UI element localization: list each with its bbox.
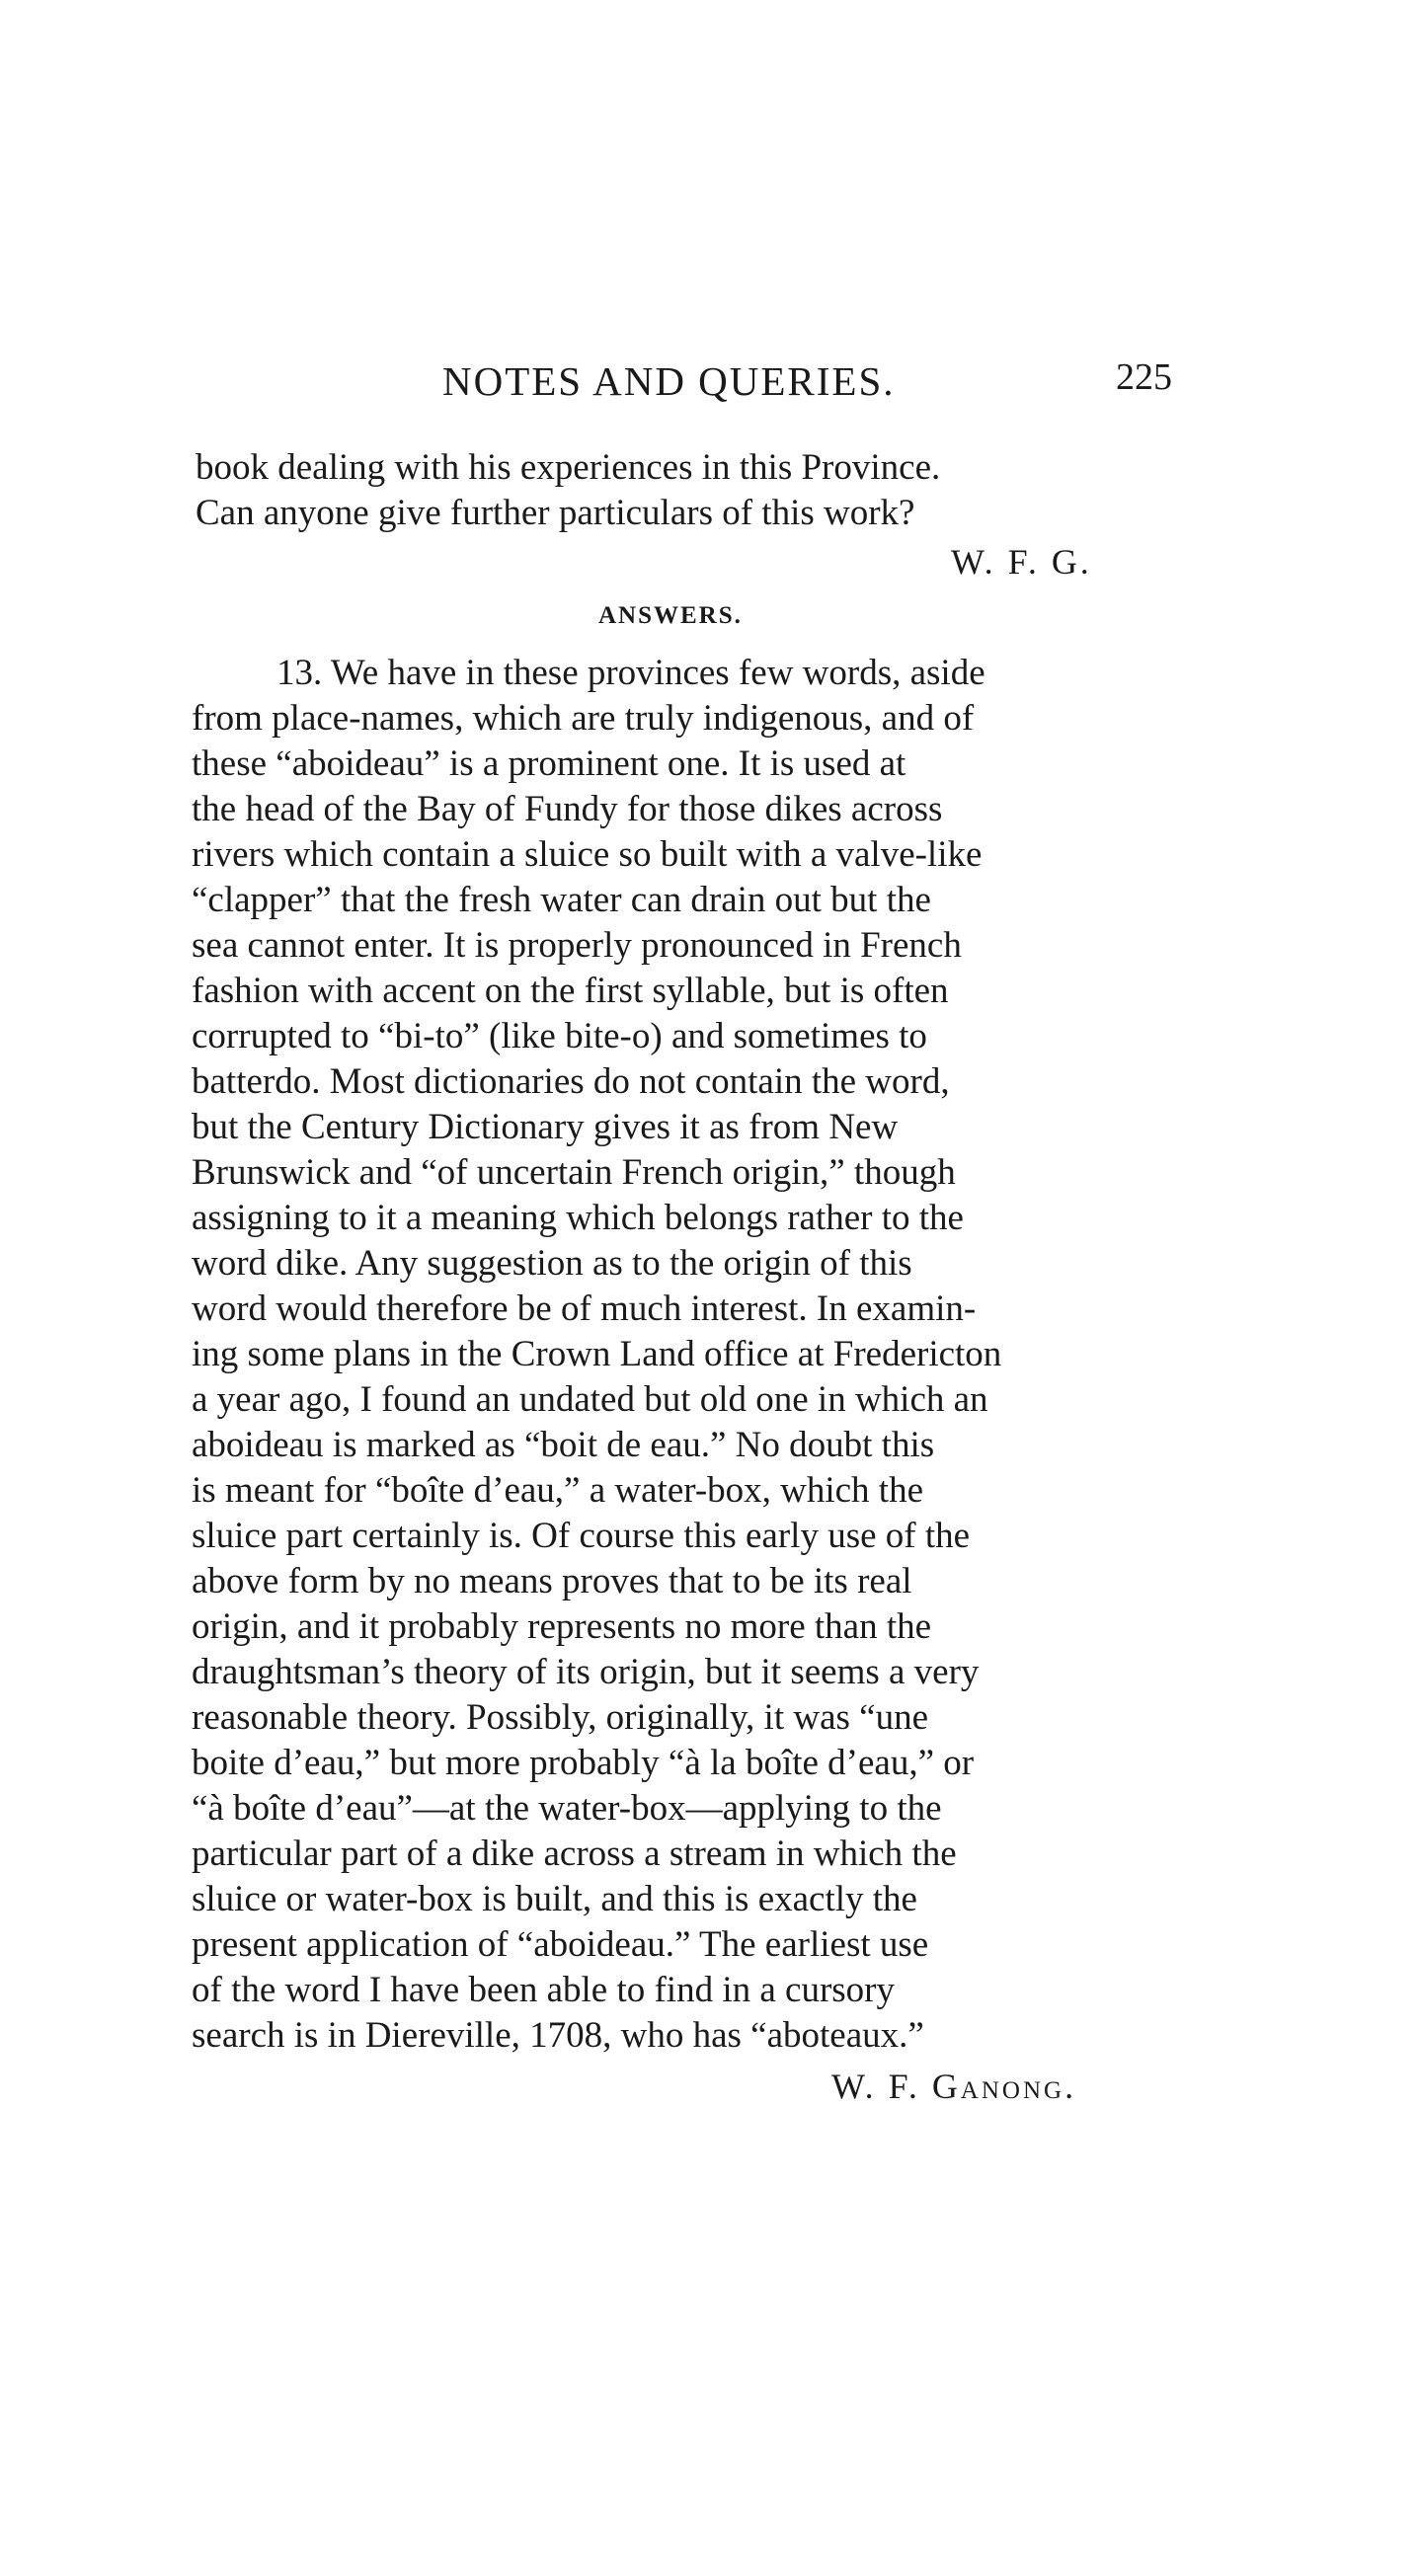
page-number: 225 (1116, 356, 1172, 398)
answer-line: present application of “aboideau.” The earliest use (192, 1924, 929, 1965)
answer-line: corrupted to “bi-to” (like bite-o) and sometimes to (192, 1016, 927, 1056)
answer-line: origin, and it probably represents no more than the (192, 1606, 932, 1647)
answer-line: rivers which contain a sluice so built with a valve-like (192, 834, 983, 875)
answer-line: particular part of a dike across a stream in which the (192, 1834, 957, 1874)
answer-line: reasonable theory. Possibly, originally, it was “une (192, 1697, 928, 1738)
answer-line: sluice or water-box is built, and this is exactly the (192, 1879, 917, 1919)
answer-line: from place-names, which are truly indigenous, and of (192, 698, 975, 739)
answer-line: ing some plans in the Crown Land office at Fredericton (192, 1334, 1002, 1374)
query-signature: W. F. G. (951, 542, 1092, 582)
answer-line: these “aboideau” is a prominent one. It is used at (192, 743, 906, 784)
query-line: book dealing with his experiences in this Province. (196, 447, 941, 488)
answer-line: batterdo. Most dictionaries do not contain the word, (192, 1061, 950, 1102)
answers-heading: ANSWERS. (598, 602, 743, 629)
answer-line: “clapper” that the fresh water can drain out but the (192, 880, 931, 920)
answer-line: 13. We have in these provinces few words, aside (276, 653, 985, 693)
answer-line: search is in Diereville, 1708, who has “aboteaux.” (192, 2015, 924, 2056)
running-title: NOTES AND QUERIES. (442, 358, 896, 404)
query-line: Can anyone give further particulars of this work? (196, 493, 915, 533)
answer-signature (831, 2066, 1076, 2107)
answer-line: Brunswick and “of uncertain French origin,” though (192, 1152, 956, 1193)
answer-line: of the word I have been able to find in a cursory (192, 1970, 895, 2010)
answer-line: is meant for “boîte d’eau,” a water-box, which the (192, 1470, 924, 1511)
answer-line: aboideau is marked as “boit de eau.” No doubt this (192, 1425, 935, 1465)
answer-line: “à boîte d’eau”—at the water-box—applying to the (192, 1788, 942, 1829)
answer-line: the head of the Bay of Fundy for those dikes across (192, 789, 943, 829)
answer-line: word dike. Any suggestion as to the origin of this (192, 1243, 912, 1284)
signature-initials: W. F. (831, 2067, 920, 2106)
answer-line: but the Century Dictionary gives it as from New (192, 1107, 899, 1147)
answer-line: draughtsman’s theory of its origin, but it seems a very (192, 1652, 980, 1692)
answer-line: sluice part certainly is. Of course this early use of the (192, 1516, 971, 1556)
signature-surname: Ganong. (931, 2067, 1077, 2106)
answer-line: a year ago, I found an undated but old one in which an (192, 1379, 988, 1420)
answer-line: above form by no means proves that to be its real (192, 1561, 912, 1601)
answer-line: fashion with accent on the first syllable, but is often (192, 971, 949, 1011)
answer-line: sea cannot enter. It is properly pronounced in French (192, 925, 962, 966)
answer-line: assigning to it a meaning which belongs rather to the (192, 1198, 964, 1238)
answer-line: word would therefore be of much interest. In examin- (192, 1288, 977, 1329)
answer-line: boite d’eau,” but more probably “à la boîte d’eau,” or (192, 1743, 975, 1783)
